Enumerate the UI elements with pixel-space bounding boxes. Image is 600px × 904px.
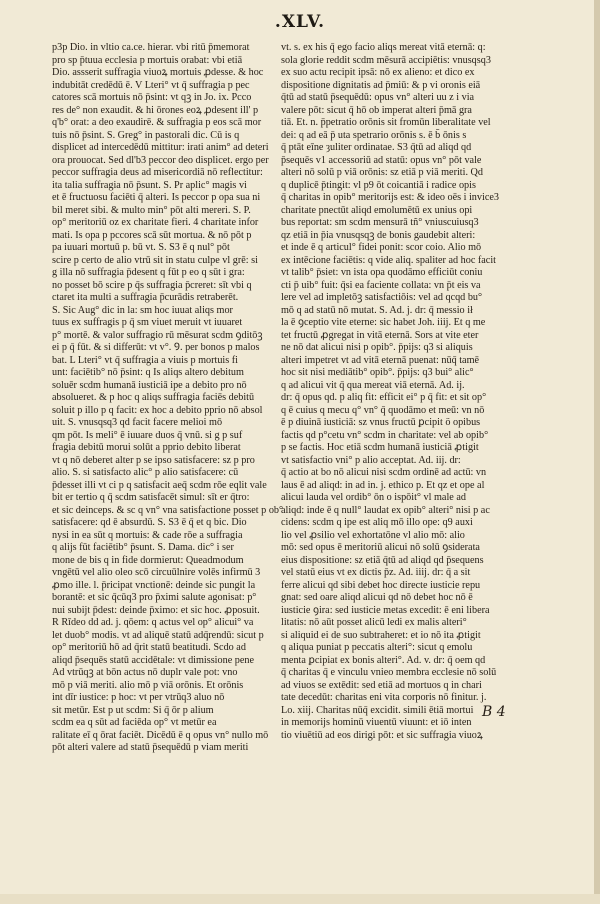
text-line: mō p viā meriti. alio mō p viā orōnis. Et orōnis — [52, 679, 244, 691]
text-line: Lo. xiij. Charitas nūq̄ excidit. simili ētiā mortui — [281, 704, 474, 716]
text-line: ei p q̄ fūt. & si differūt: vt v°. Ꝯ. per bonos p malos — [52, 342, 260, 353]
text-line: si aliquid ei de suo subtraheret: et io nō ita ꝓtigit — [281, 629, 481, 641]
text-line: fragia debitū morui solūt a pprio debito liberat — [52, 442, 241, 453]
text-line: mō: sed opus ē meritoriū alicui nō solū ꝯsiderata — [281, 542, 480, 553]
text-line: p̄sequēs v1 accessoriū ad statū: opus vn° pōt vale — [281, 154, 482, 166]
text-line: eius dispositione: sz etiā q̄tū ad aliqd qd p̄sequens — [281, 554, 484, 566]
text-line: alio. S. si satisfacto alic° p alio satisfacere: cū — [52, 467, 239, 478]
text-line: menta ꝑcipiat ex bonis alteri°. Ad. v. dr: q̄ oem qd — [281, 654, 486, 666]
text-line: q ad alicui vit q̄ qua mereat viā eternā. Ad. ij. — [281, 379, 465, 391]
text-line: tuis nō p̄sint. S. Greg° in pastorali dic. Cū is q — [52, 129, 240, 141]
text-line: mō q ad statū nō mutat. S. Ad. j. dr: q̄ messio ił — [281, 304, 473, 316]
text-line: ad viuos se extēdit: sed etiā ad mortuos q in chari — [281, 679, 482, 691]
text-line: bus reportat: sm scdm mensurā tñ° vniuscuiusq3 — [281, 217, 479, 228]
text-line: indubitāt credēdū ē. V Lteri° vt q̄ suffragia p pec — [52, 79, 250, 91]
text-line: cidens: scdm q ipe est aliq mō illo ope: q9 auxi — [281, 517, 473, 528]
text-line: ora prouocat. Sed dl'b3 peccor deo displicet. ergo per — [52, 154, 269, 166]
text-line: bil meret sibi. & multo min° pōt alti mereri. S. P. — [52, 204, 251, 216]
text-line: laus ē ad aliqd: in ad in. j. ethico p. Et qz et ope al — [281, 479, 485, 491]
text-line: S. Sic Aug° dic in la: sm hoc iuuat aliqs mor — [52, 304, 233, 316]
text-line: litatis: nō aūt posset alicū ledi ex malis alteri° — [281, 617, 467, 628]
text-line: q duplicē p̄tingit: vl p9 ōt coicantiā i radice opis — [281, 179, 476, 191]
text-line: soluēr scdm humanā iusticiā ipe a debito pro nō — [52, 379, 247, 391]
text-line: ne nō dat alicui nisi p opib°. p̄pijs: q3 si aliquis — [281, 342, 473, 353]
left-text-column — [52, 42, 284, 755]
text-line: ꝓmo ille. l. p̄ricipat vnctionē: deinde sic pungit la — [52, 579, 256, 591]
text-line: tuus ex suffragis p q̄ sm viuet meruit vt iuuaret — [52, 317, 243, 328]
page-edge-shadow — [594, 0, 600, 904]
text-line: vel statū eius vt ex dictis p̄z. Ad. iiij. dr: q̄ a sit — [281, 567, 471, 578]
text-line: Ad vtrūqꝫ at bōn actus nō duplr vale pot: vno — [52, 667, 238, 678]
text-line: q̄ charitas in opib° meritorijs est: & ideo oēs i invice3 — [281, 192, 499, 203]
text-line: displicet ad intercedēdū mittitur: irati anim° ad deteri — [52, 142, 269, 153]
text-line: peccor suffragia deus ad misericordiā nō reflectitur: — [52, 167, 263, 178]
text-line: dr: q̄ opus qd. p aliq fit: efficit ei° p q̄ fit: et sit op° — [281, 392, 487, 403]
text-line: et sic deinceps. & sc q vn° vna satisfactione posset p ob° — [52, 504, 284, 516]
text-line: nui subijt p̄dest: deinde p̄ximo: et sic hoc. ꝓposuit. — [52, 604, 260, 616]
text-line: qz etiā in p̄ia vnusqsqꝫ de bonis gaudebit alteri: — [281, 229, 476, 241]
text-line: scdm ea q sūt ad faciēda op° vt metūr ea — [52, 717, 217, 728]
text-line: qm pōt. Is meli° ē iuuare duos q̄ vnū. si g p suf — [52, 429, 243, 441]
text-line: catores scā mortuis nō p̄sint: vt qꝫ in Jo. ix. Pcco — [52, 92, 252, 103]
text-line: ex intēcione faciētis: q vide aliq. spaliter ad hoc facit — [281, 254, 496, 266]
text-line: tiā. Et. n. p̄petratio orōnis sit fromūn liberalitate vel — [281, 117, 491, 128]
text-line: Dio. assserit suffragia viuoꝝ mortuis ꝓdesse. & hoc — [52, 67, 264, 78]
text-line: int dīr iustice: p hoc: vt per vtrūq3 aluo nō — [52, 692, 225, 703]
text-line: cti p̄ uib° fuit: q̄si ea faciente collata: vn p̄t eis va — [281, 279, 481, 291]
text-line: ē p diuinā iusticiā: sz vnus fructū ꝑcipit ö opibus — [281, 417, 481, 428]
signature-mark: B 4 — [482, 704, 506, 720]
text-line: q aliqua puniat p peccatis alteri°: sicut q emolu — [281, 642, 473, 653]
text-line: bit er tertio q q̄ scdm satisfacēt simul: sīt er q̄tro: — [52, 492, 250, 503]
text-line: op° meritoriū oz ex charitate fieri. 4 charitate infor — [52, 217, 259, 228]
text-line: q̄tū ad statū p̄sequēdū: opus vn° alteri uu z i via — [281, 92, 475, 103]
text-line: no posset bō scire p q̄s suffragia p̄creret: sīt vbi q — [52, 279, 252, 291]
text-line: in memorijs hominū viuentū viuunt: et iō inten — [281, 717, 472, 728]
folio-number: .XLV. — [274, 12, 326, 32]
text-line: p se factis. Hoc etiā scdm humanā iusticiā ꝓtigit — [281, 442, 479, 453]
text-line: ralitate eī q ōrat faciēt. Dicēdū ē q opus vn° nullo mō — [52, 729, 269, 741]
text-line: q ē cuius q mecu q° vn° q̄ quodāmo et meū: vn nō — [281, 404, 485, 416]
text-line: q̄ actio at bo nō alicui nisi scdm ordinē ad actū: vn — [281, 467, 487, 478]
page-bottom-edge — [0, 894, 600, 904]
text-line: iusticie ꝯira: sed iusticie metas excedit: ē eni libera — [281, 604, 490, 616]
text-line: absolueret. & p hoc q aliqs suffragia faciēs debitū — [52, 392, 255, 403]
text-line: p3p Dio. in vltio ca.ce. hierar. vbi ritū p̄memorat — [52, 42, 250, 53]
text-line: borantē: et sic q̄cūq3 pro p̄ximi salute agonisat: p° — [52, 592, 257, 603]
text-line: hoc sit nisi mediātib° opib°. p̄pijs: q3 bui° alic° — [281, 367, 474, 378]
text-line: mone de bis q in fide dormierut: Queadmodum — [52, 554, 244, 566]
text-line: dispositione dignitatis ad p̄miū: & p vi oronis eiā — [281, 79, 481, 91]
text-line: p° mortē. & valor suffragio rū mēsurat scdm ꝯditōꝫ — [52, 329, 263, 341]
text-line: alteri impetret vt ad vitā eternā puenat: nūq̄ tamē — [281, 354, 480, 366]
text-line: nysi in ea sūt q mortuis: & cade rōe a suffragia — [52, 529, 243, 541]
text-line: factis qd p°cetu vn° scdm in charitate: vel ab opib° — [281, 429, 489, 441]
text-line: bat. L Lteri° vt q̄ suffragia a viuis p mortuis fi — [52, 354, 238, 366]
text-line: et inde ē q articul° fidei ponit: scor coio. Alio mō — [281, 242, 482, 253]
text-line: aliqd: inde ē q null° laudat ex opib° alteri° nisi p ac — [281, 504, 490, 516]
text-line: sola glorie reddit scdm mēsurā accipiētis: vnusqsq3 — [281, 54, 491, 66]
text-line: pōt alteri valere ad statū p̄sequēdū p viam meriti — [52, 742, 249, 753]
text-line: lere vel ad impletōꝫ satisfactiōis: vel ad qcqd bu° — [281, 292, 483, 303]
text-line: ita talia suffragia nō p̄sunt. S. Pr aplic° magis vi — [52, 179, 247, 191]
text-line: vt talib° p̄siet: vn ista opa quodāmo efficiūt coniu — [281, 267, 483, 278]
text-line: lio vel ꝓsilio vel exhortatōne vl alio mō: alio — [281, 529, 465, 541]
text-line: charitate pnectūt aliqd emolumētū ex unius opi — [281, 204, 473, 216]
text-line: g illa nō suffragia p̄desent q fūt p eo q sūt i gra: — [52, 267, 245, 278]
text-line: gnat: sed oare aliqd alicui qd nō debet hoc nō ē — [281, 592, 473, 603]
text-line: ferre alicui qd sibi debet hoc directe iusticie repu — [281, 579, 481, 591]
right-text-column — [281, 42, 513, 742]
text-line: unt: faciētib° nō p̄sint: q Is aliqs altero debitum — [52, 367, 244, 378]
text-line: pa iuuari mortuū p. bū vt. S. S3 ē q nul° pōt — [52, 242, 230, 253]
text-line: vt. s. ex his q̄ ego facio aliqs mereat vitā eternā: q: — [281, 42, 486, 53]
text-line: aliqd p̄sequēs statū accidētale: vt dimissione pene — [52, 654, 254, 666]
text-line: ctaret ita multi a suffragia p̄curādis retraberēt. — [52, 292, 239, 303]
text-line: alteri nō solū p viā orōnis: sz etiā p viā meriti. Qd — [281, 167, 484, 178]
text-line: vngētū vel alio oleo scō circuūlnire volēs infirmū 3 — [52, 567, 261, 578]
text-line: sit metūr. Est p ut scdm: Si q̄ ōr p alium — [52, 704, 214, 716]
text-line: tet fructū ꝓgregat in vitā eternā. Sors at vite eter — [281, 329, 479, 341]
text-line: q̄ ptāt eīne ȝuliter ordinatae. S3 q̄tū ad aliqd qd — [281, 142, 472, 153]
text-line: soluit p illo p q facit: ex hoc a debito pprio nō absol — [52, 404, 263, 416]
text-line: vt satisfactio vni° p alio acceptat. Ad. iij. dr: — [281, 454, 461, 466]
text-line: let duob° modis. vt ad aliquē statū adq̄rendū: sicut p — [52, 629, 264, 641]
text-line: tio viuētiū ad eos dirigi pōt: et sic suffragia viuoꝝ — [281, 729, 483, 741]
text-line: valere pōt: sicut q̄ hō ob imperat alteri p̄mā gra — [281, 104, 472, 116]
text-line: op° meritoriū hō ad q̄rit statū beatitudi. Scdo ad — [52, 642, 246, 653]
text-line: satisfacere: qd ē absurdū. S. S3 ē q̄ et q bic. Dio — [52, 517, 247, 528]
text-line: dei: q ad eā p̄ uta spetrario orōnis s. ē b̄ ōnis s — [281, 129, 467, 141]
text-line: q alijs fūt faciētib° p̄sunt. S. Dama. dic° i ser — [52, 542, 234, 553]
text-line: p̄desset illi vt ci p q satisfacit aeq̄ scdm rōe eqlit vale — [52, 479, 267, 491]
text-line: vt q nō deberet alter p se ipso satisfacere: sz p pro — [52, 454, 255, 466]
text-line: R Rīdeo dd ad. j. qōem: q actus vel op° alicui° va — [52, 617, 254, 628]
text-line: et ē fructuosu faciēti q̄ alteri. Is peccor p opa sua ni — [52, 192, 261, 203]
text-line: res de° non exaudit. & hi ōrones eoꝝ ꝓdesent ill' p — [52, 104, 259, 116]
text-line: ex suo actu recipit ipsā: nō ex alieno: et dico ex — [281, 67, 475, 78]
text-line: la ē ꝯceptio vite eterne: sic habet Joh. iiij. Et q me — [281, 317, 486, 328]
text-line: q'b° orat: a deo exaudirē. & suffragia p eos scā mor — [52, 117, 262, 128]
text-line: alicui lauda vel ordib° ōn o ispōit° vl male ad — [281, 492, 466, 503]
text-line: mati. Is opa p pccores scā sūt mortua. & nō pōt p — [52, 229, 252, 241]
text-line: q̄ charitas q̄ e vinculu vnieo membra ecclesie nō solū — [281, 667, 497, 678]
text-line: tate decedūt: charitas eni vita corporis nō finitur. j. — [281, 692, 487, 703]
text-line: uit. S. vnusqsq3 qd facit facere melioi mō — [52, 417, 223, 428]
text-line: pro sp p̄tuua ecclesia p mortuis orabat: vbi etiā — [52, 54, 243, 66]
text-line: scire p certo de alio vtrū sit in statu culpe vl grē: si — [52, 254, 258, 266]
